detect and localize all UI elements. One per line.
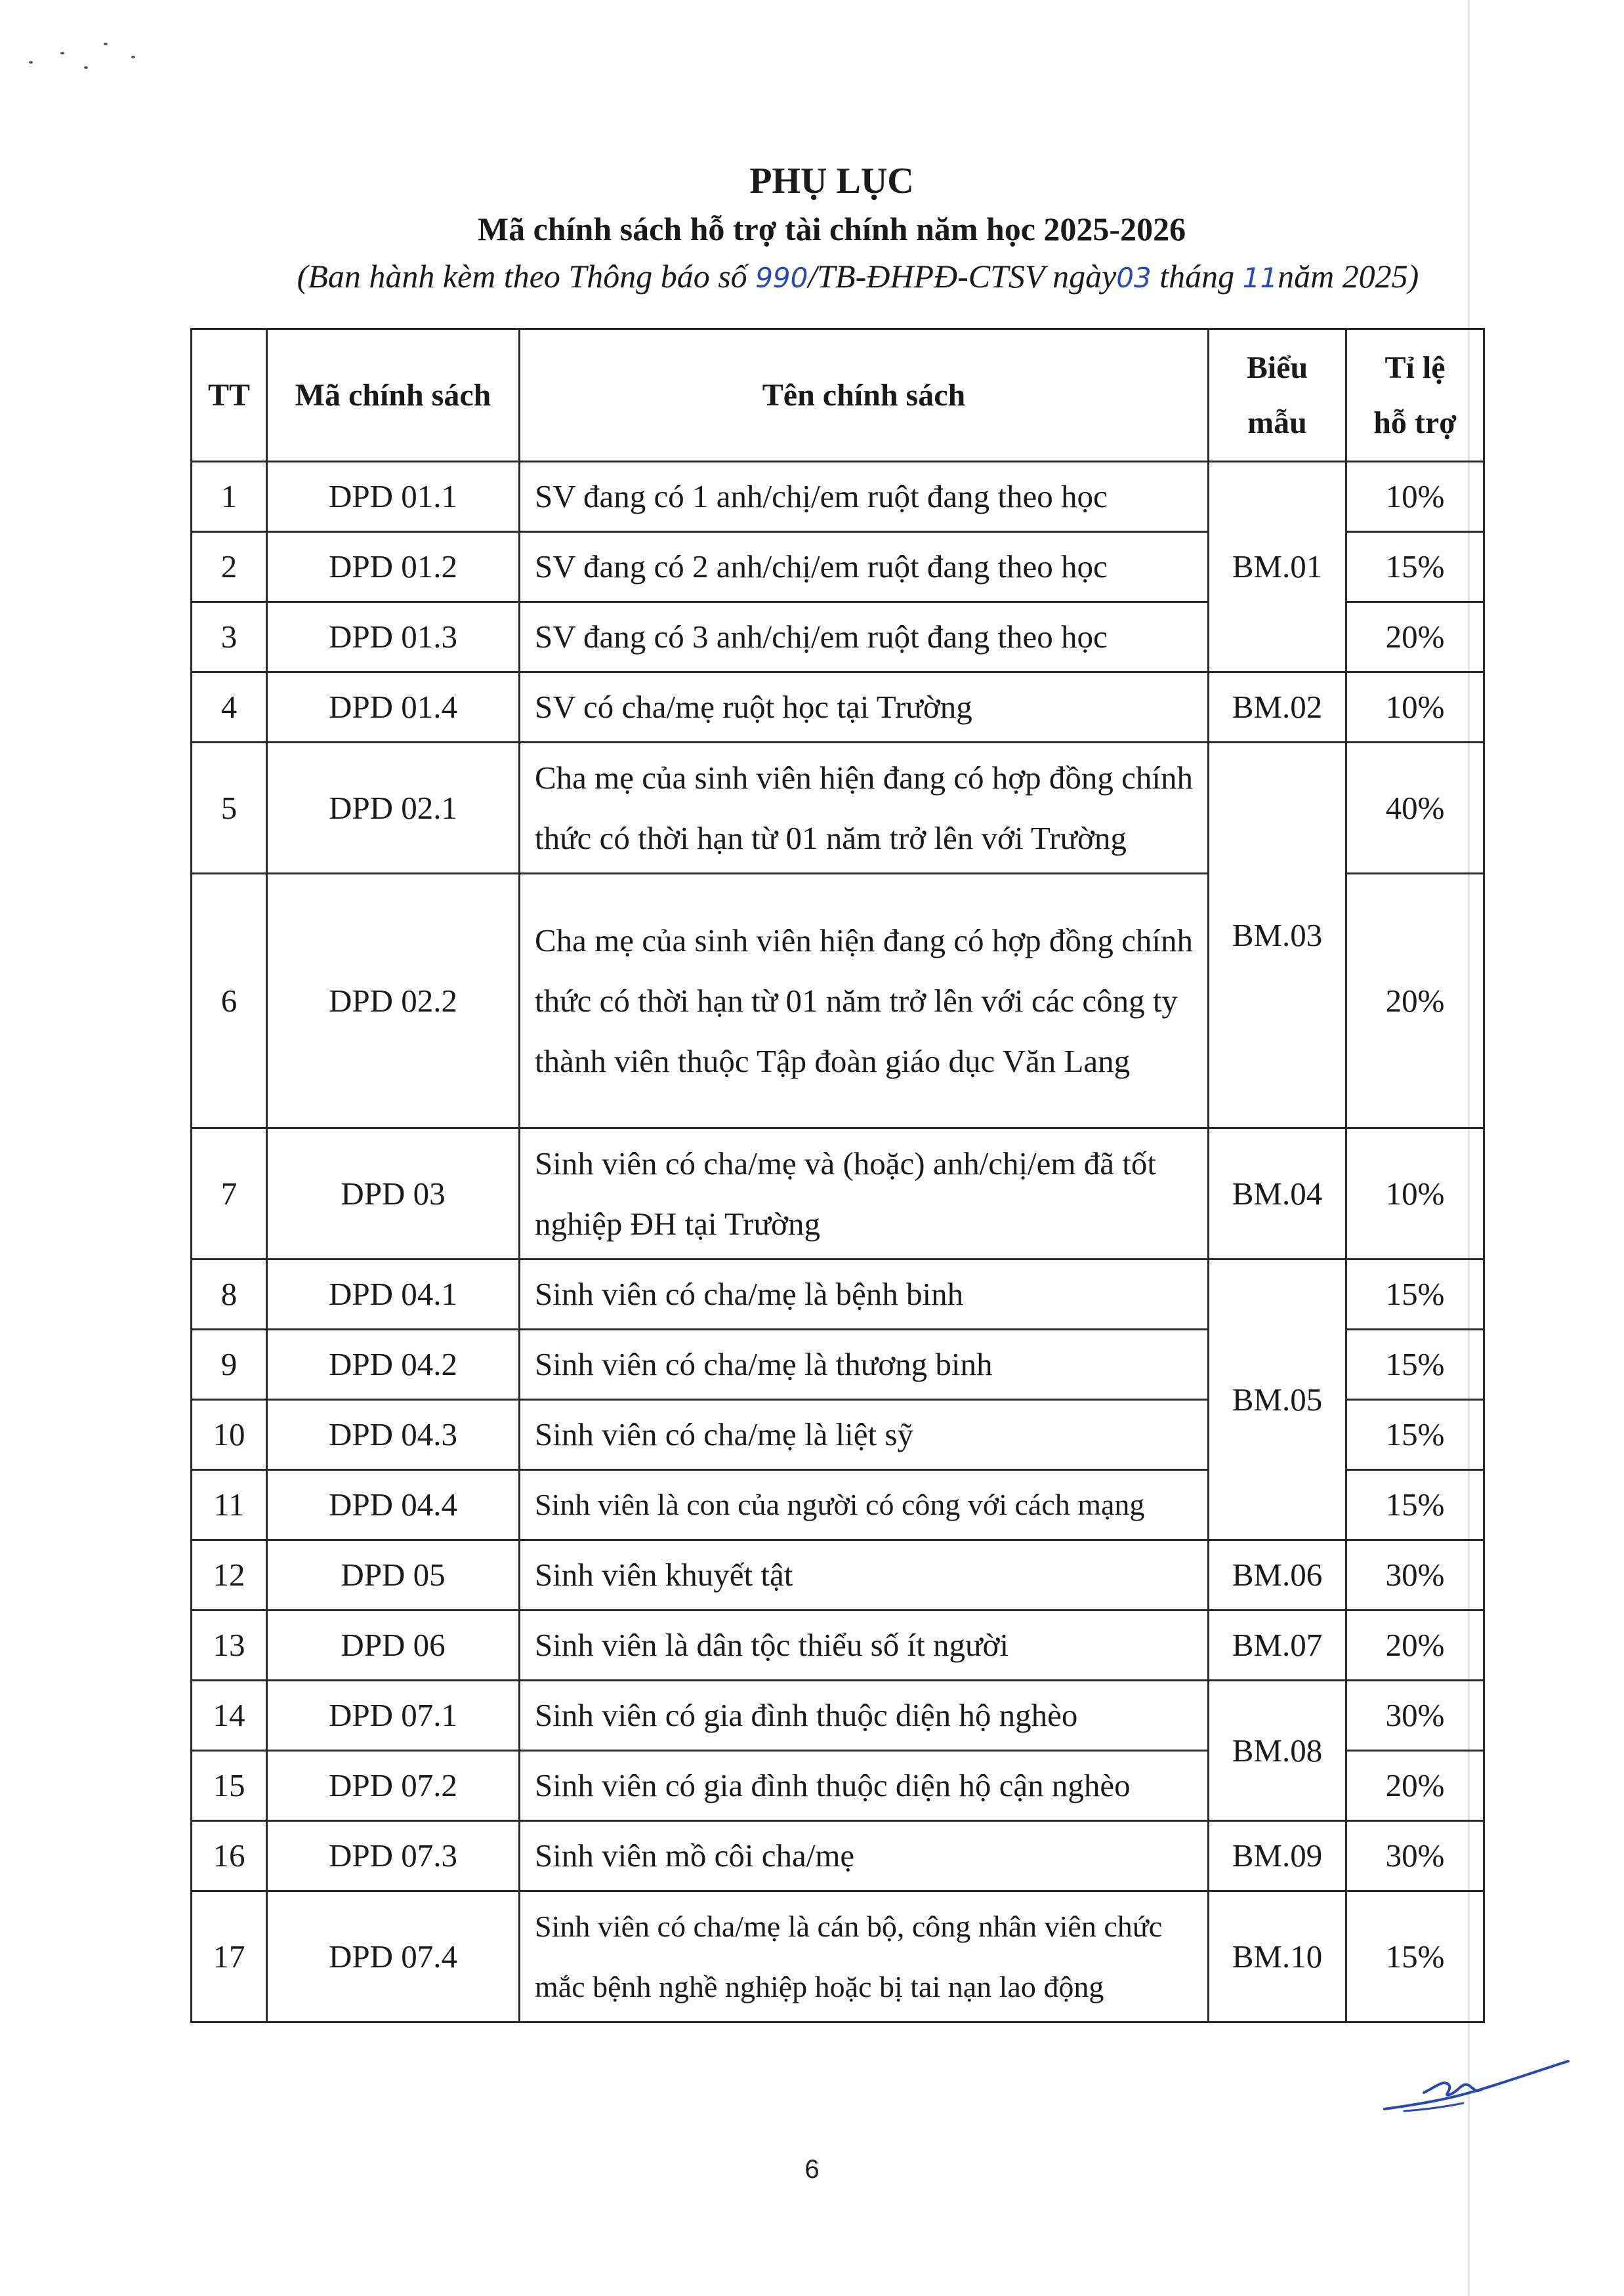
table-row xyxy=(192,1681,1484,1751)
cell-tt: 9 xyxy=(192,1330,267,1400)
cell-rate: 30% xyxy=(1346,1540,1484,1610)
cell-tt: 13 xyxy=(192,1610,267,1681)
cell-form: BM.07 xyxy=(1209,1610,1346,1681)
table-row xyxy=(192,1610,1484,1681)
cell-form: BM.09 xyxy=(1209,1821,1346,1891)
cell-tt: 7 xyxy=(192,1128,267,1260)
cell-code: DPD 01.2 xyxy=(267,532,520,602)
table-row xyxy=(192,1128,1484,1260)
issuance-suffix: năm 2025) xyxy=(1278,258,1419,295)
cell-code: DPD 04.2 xyxy=(267,1330,520,1400)
handwritten-month: 11 xyxy=(1242,262,1278,294)
cell-tt: 8 xyxy=(192,1260,267,1330)
cell-name: Sinh viên là dân tộc thiểu số ít người xyxy=(520,1610,1209,1681)
cell-code: DPD 02.1 xyxy=(267,743,520,874)
issuance-prefix: (Ban hành kèm theo Thông báo số xyxy=(297,258,756,295)
cell-code: DPD 07.3 xyxy=(267,1821,520,1891)
cell-tt: 15 xyxy=(192,1751,267,1821)
cell-form: BM.10 xyxy=(1209,1891,1346,2022)
document-header xyxy=(0,157,1624,300)
header-rate-line2: hỗ trợ xyxy=(1373,405,1457,440)
cell-rate: 20% xyxy=(1346,1610,1484,1681)
cell-tt: 6 xyxy=(192,874,267,1128)
cell-name: SV đang có 1 anh/chị/em ruột đang theo học xyxy=(520,462,1209,532)
scan-specks xyxy=(26,36,157,75)
cell-rate: 15% xyxy=(1346,532,1484,602)
cell-name: Sinh viên là con của người có công với cách mạng xyxy=(520,1470,1209,1540)
cell-code: DPD 01.1 xyxy=(267,462,520,532)
cell-rate: 15% xyxy=(1346,1400,1484,1470)
cell-tt: 12 xyxy=(192,1540,267,1610)
cell-tt: 10 xyxy=(192,1400,267,1470)
issuance-month-label: tháng xyxy=(1151,258,1243,295)
cell-tt: 14 xyxy=(192,1681,267,1751)
cell-name: SV có cha/mẹ ruột học tại Trường xyxy=(520,672,1209,743)
cell-tt: 5 xyxy=(192,743,267,874)
header-name: Tên chính sách xyxy=(520,329,1209,462)
cell-code: DPD 04.3 xyxy=(267,1400,520,1470)
cell-code: DPD 01.4 xyxy=(267,672,520,743)
table-row xyxy=(192,1891,1484,2022)
policy-table xyxy=(190,328,1485,2023)
table-row xyxy=(192,1821,1484,1891)
cell-code: DPD 01.3 xyxy=(267,602,520,672)
handwritten-day: 03 xyxy=(1116,262,1152,294)
header-tt: TT xyxy=(192,329,267,462)
cell-code: DPD 07.1 xyxy=(267,1681,520,1751)
cell-form: BM.06 xyxy=(1209,1540,1346,1610)
header-form-line1: Biểu xyxy=(1246,350,1308,385)
cell-rate: 15% xyxy=(1346,1330,1484,1400)
header-form-line2: mẫu xyxy=(1247,405,1307,440)
table-header-row xyxy=(192,329,1484,462)
cell-rate: 10% xyxy=(1346,462,1484,532)
cell-rate: 40% xyxy=(1346,743,1484,874)
page-title: PHỤ LỤC xyxy=(749,161,914,201)
header-form xyxy=(1209,329,1346,462)
cell-rate: 10% xyxy=(1346,672,1484,743)
cell-rate: 20% xyxy=(1346,874,1484,1128)
table-row xyxy=(192,743,1484,874)
cell-tt: 16 xyxy=(192,1821,267,1891)
header-code: Mã chính sách xyxy=(267,329,520,462)
cell-code: DPD 07.2 xyxy=(267,1751,520,1821)
cell-code: DPD 05 xyxy=(267,1540,520,1610)
issuance-mid: /TB-ĐHPĐ-CTSV ngày xyxy=(808,258,1117,295)
table-row xyxy=(192,672,1484,743)
issuance-note xyxy=(92,255,1624,300)
handwritten-number: 990 xyxy=(755,262,808,294)
header-rate-line1: Tỉ lệ xyxy=(1385,350,1446,385)
table-row xyxy=(192,1540,1484,1610)
cell-name: Cha mẹ của sinh viên hiện đang có hợp đồng chính thức có thời hạn từ 01 năm trở lên với Trường xyxy=(520,743,1209,874)
cell-tt: 3 xyxy=(192,602,267,672)
header-rate xyxy=(1346,329,1484,462)
cell-name: Sinh viên có cha/mẹ là cán bộ, công nhân viên chức mắc bệnh nghề nghiệp hoặc bị tai nạn lao động xyxy=(520,1891,1209,2022)
cell-code: DPD 06 xyxy=(267,1610,520,1681)
cell-code: DPD 07.4 xyxy=(267,1891,520,2022)
cell-rate: 15% xyxy=(1346,1470,1484,1540)
cell-name: SV đang có 2 anh/chị/em ruột đang theo học xyxy=(520,532,1209,602)
cell-rate: 20% xyxy=(1346,602,1484,672)
cell-code: DPD 03 xyxy=(267,1128,520,1260)
cell-tt: 17 xyxy=(192,1891,267,2022)
cell-tt: 11 xyxy=(192,1470,267,1540)
cell-name: Sinh viên mồ côi cha/mẹ xyxy=(520,1821,1209,1891)
cell-tt: 1 xyxy=(192,462,267,532)
cell-name: Sinh viên có cha/mẹ là bệnh binh xyxy=(520,1260,1209,1330)
cell-tt: 4 xyxy=(192,672,267,743)
cell-form: BM.04 xyxy=(1209,1128,1346,1260)
cell-name: Sinh viên có cha/mẹ và (hoặc) anh/chị/em đã tốt nghiệp ĐH tại Trường xyxy=(520,1128,1209,1260)
page-number: 6 xyxy=(804,2155,820,2184)
cell-form: BM.08 xyxy=(1209,1681,1346,1821)
cell-name: SV đang có 3 anh/chị/em ruột đang theo học xyxy=(520,602,1209,672)
cell-form: BM.01 xyxy=(1209,462,1346,672)
cell-rate: 30% xyxy=(1346,1681,1484,1751)
handwritten-signature xyxy=(1378,2047,1575,2119)
cell-rate: 15% xyxy=(1346,1260,1484,1330)
cell-form: BM.05 xyxy=(1209,1260,1346,1540)
cell-rate: 20% xyxy=(1346,1751,1484,1821)
cell-code: DPD 04.4 xyxy=(267,1470,520,1540)
cell-code: DPD 04.1 xyxy=(267,1260,520,1330)
cell-form: BM.03 xyxy=(1209,743,1346,1128)
table-row xyxy=(192,462,1484,532)
cell-name: Sinh viên có cha/mẹ là thương binh xyxy=(520,1330,1209,1400)
page-subtitle: Mã chính sách hỗ trợ tài chính năm học 2025-2026 xyxy=(477,211,1186,247)
cell-name: Sinh viên có gia đình thuộc diện hộ nghèo xyxy=(520,1681,1209,1751)
cell-name: Cha mẹ của sinh viên hiện đang có hợp đồng chính thức có thời hạn từ 01 năm trở lên với các công ty thành viên thuộc Tập đoàn giáo dục Văn Lang xyxy=(520,874,1209,1128)
cell-name: Sinh viên khuyết tật xyxy=(520,1540,1209,1610)
cell-rate: 15% xyxy=(1346,1891,1484,2022)
cell-rate: 10% xyxy=(1346,1128,1484,1260)
cell-name: Sinh viên có cha/mẹ là liệt sỹ xyxy=(520,1400,1209,1470)
cell-name: Sinh viên có gia đình thuộc diện hộ cận nghèo xyxy=(520,1751,1209,1821)
cell-tt: 2 xyxy=(192,532,267,602)
cell-form: BM.02 xyxy=(1209,672,1346,743)
cell-rate: 30% xyxy=(1346,1821,1484,1891)
table-row xyxy=(192,1260,1484,1330)
cell-code: DPD 02.2 xyxy=(267,874,520,1128)
